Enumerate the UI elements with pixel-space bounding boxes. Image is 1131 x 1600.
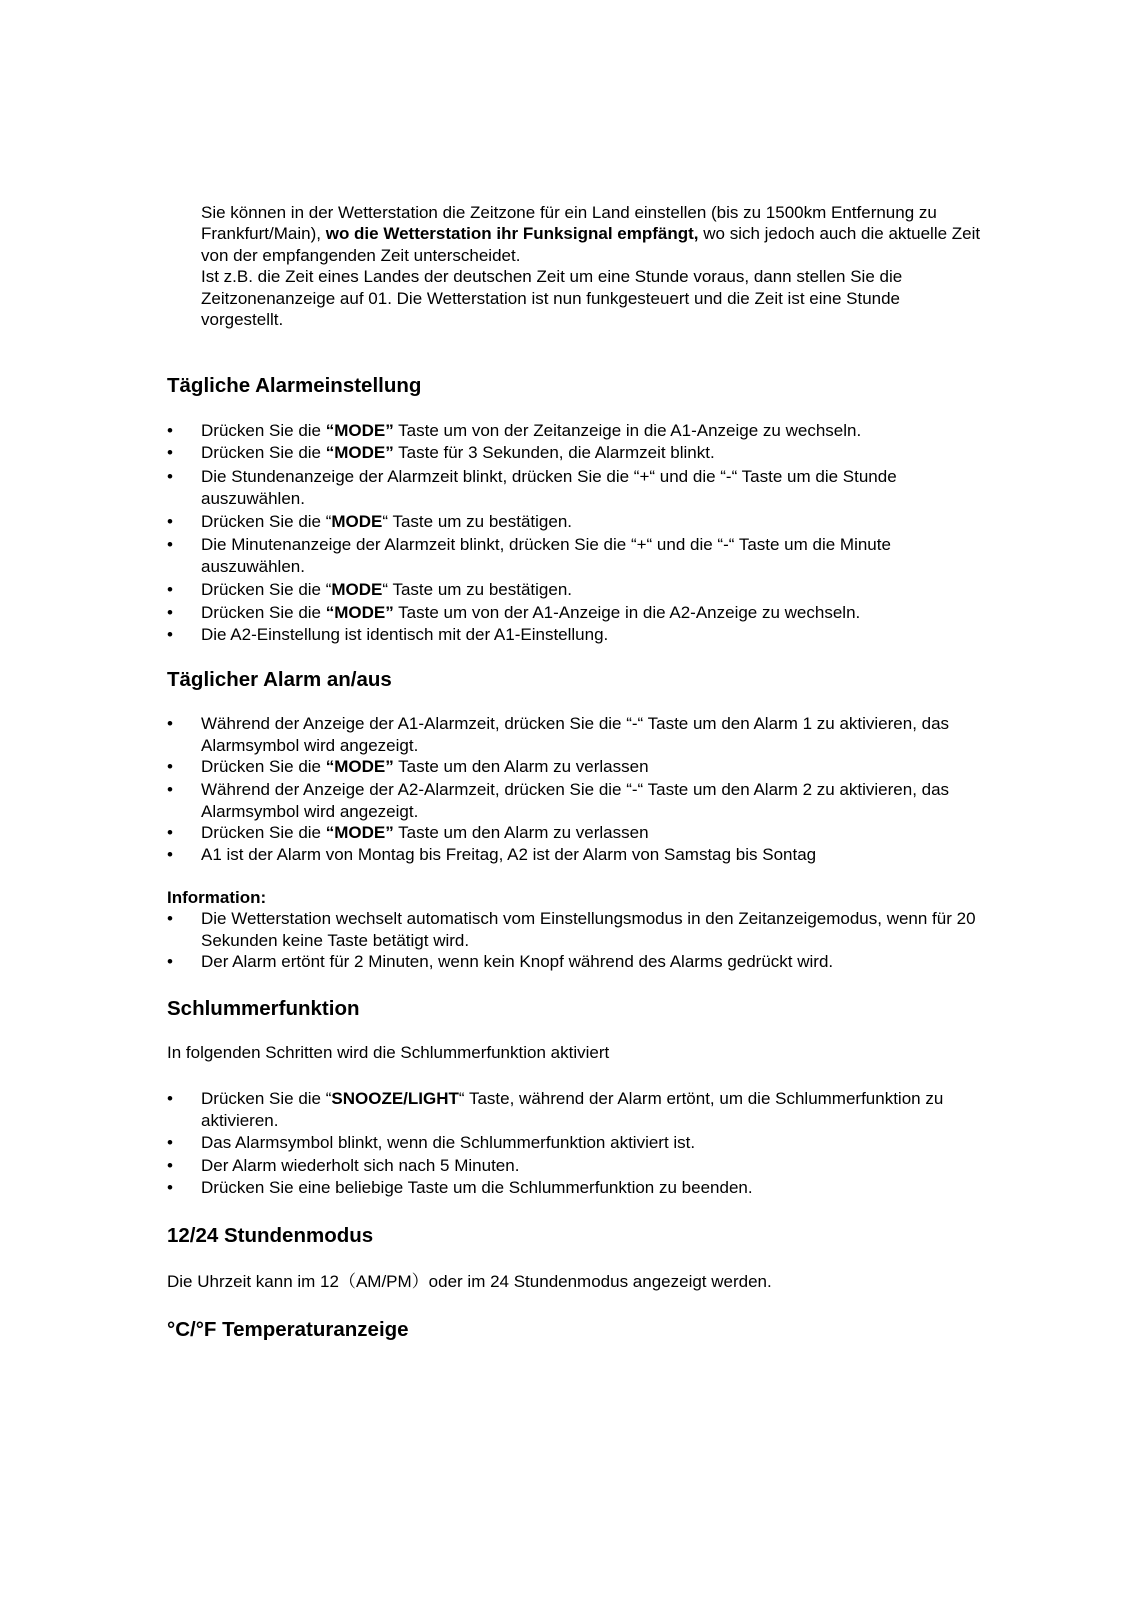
item-text: Taste für 3 Sekunden, die Alarmzeit blinkt. bbox=[393, 443, 715, 462]
hour-mode-text: Die Uhrzeit kann im 12（AM/PM）oder im 24 Stundenmodus angezeigt werden. bbox=[167, 1272, 772, 1291]
item-text: Drücken Sie die “ bbox=[201, 580, 332, 599]
bullet-icon: • bbox=[167, 443, 173, 462]
item-text: “ Taste um zu bestätigen. bbox=[382, 512, 573, 531]
item-bold: “MODE” bbox=[325, 421, 394, 440]
list-item bbox=[167, 466, 987, 510]
item-text: Der Alarm ertönt für 2 Minuten, wenn kein Knopf während des Alarms gedrückt wird. bbox=[201, 952, 834, 971]
bullet-icon: • bbox=[167, 625, 173, 644]
item-text: Die Stundenanzeige der Alarmzeit blinkt, drücken Sie die “+“ und die “-“ Taste um die Stunde auszuwählen. bbox=[201, 467, 897, 508]
list-item bbox=[167, 779, 987, 823]
list-item bbox=[167, 534, 987, 578]
item-text: Taste um den Alarm zu verlassen bbox=[393, 757, 649, 776]
item-bold: MODE bbox=[331, 580, 383, 599]
heading-hour-mode: 12/24 Stundenmodus bbox=[167, 1224, 374, 1247]
item-text: “ Taste um zu bestätigen. bbox=[382, 580, 573, 599]
item-text: Drücken Sie die bbox=[201, 757, 326, 776]
bullet-icon: • bbox=[167, 467, 173, 486]
bullet-icon: • bbox=[167, 512, 173, 531]
intro-text: Sie können in der Wetterstation die Zeitzone für ein Land einstellen (bis zu 1500km Entfernung zu Frankfurt/Main), bbox=[201, 203, 937, 244]
item-text: Taste um von der Zeitanzeige in die A1-Anzeige zu wechseln. bbox=[393, 421, 862, 440]
list-item bbox=[167, 756, 987, 778]
item-text: “ Taste, während der Alarm ertönt, um die Schlummerfunktion zu aktivieren. bbox=[201, 1089, 944, 1130]
intro-example-text: Ist z.B. die Zeit eines Landes der deutschen Zeit um eine Stunde voraus, dann stellen Sie die Zeitzonenanzeige auf 01. Die Wetterstation ist nun funkgesteuert und die Zeit ist eine Stunde vorgestellt. bbox=[201, 267, 903, 330]
bullet-icon: • bbox=[167, 1089, 173, 1108]
item-bold: “MODE” bbox=[325, 757, 394, 776]
heading-daily-alarm-onoff: Täglicher Alarm an/aus bbox=[167, 668, 392, 691]
item-text: Drücken Sie die “ bbox=[201, 1089, 332, 1108]
bullet-icon: • bbox=[167, 714, 173, 733]
bullet-icon: • bbox=[167, 757, 173, 776]
bullet-icon: • bbox=[167, 1133, 173, 1152]
heading-daily-alarm-setting: Tägliche Alarmeinstellung bbox=[167, 374, 422, 397]
list-item bbox=[167, 1177, 987, 1199]
bullet-icon: • bbox=[167, 1178, 173, 1197]
item-bold: “MODE” bbox=[325, 603, 394, 622]
item-text: Taste um den Alarm zu verlassen bbox=[393, 823, 649, 842]
item-bold: “MODE” bbox=[325, 443, 394, 462]
list-item bbox=[167, 602, 987, 624]
intro-text-tail: wo sich jedoch auch die aktuelle Zeit von der empfangenden Zeit unterscheidet. bbox=[201, 224, 981, 265]
bullet-icon: • bbox=[167, 909, 173, 928]
bullet-icon: • bbox=[167, 535, 173, 554]
item-text: Das Alarmsymbol blinkt, wenn die Schlummerfunktion aktiviert ist. bbox=[201, 1133, 696, 1152]
list-item bbox=[167, 844, 987, 866]
intro-bold-text: wo die Wetterstation ihr Funksignal empfängt, bbox=[325, 224, 699, 244]
item-text: Drücken Sie die bbox=[201, 603, 326, 622]
item-text: Drücken Sie die bbox=[201, 823, 326, 842]
intro-paragraph bbox=[201, 202, 981, 330]
list-item bbox=[167, 579, 987, 601]
list-item bbox=[167, 822, 987, 844]
bullet-icon: • bbox=[167, 845, 173, 864]
bullet-icon: • bbox=[167, 603, 173, 622]
heading-snooze: Schlummerfunktion bbox=[167, 997, 360, 1020]
item-text: Drücken Sie die bbox=[201, 421, 326, 440]
bullet-icon: • bbox=[167, 1156, 173, 1175]
heading-temperature: °C/°F Temperaturanzeige bbox=[167, 1318, 409, 1341]
bullet-icon: • bbox=[167, 780, 173, 799]
item-text: Während der Anzeige der A2-Alarmzeit, drücken Sie die “-“ Taste um den Alarm 2 zu aktivieren, das Alarmsymbol wird angezeigt. bbox=[201, 780, 950, 821]
item-text: A1 ist der Alarm von Montag bis Freitag, A2 ist der Alarm von Samstag bis Sontag bbox=[201, 845, 817, 864]
item-bold: SNOOZE/LIGHT bbox=[331, 1089, 459, 1108]
list-item bbox=[167, 420, 987, 442]
item-text: Während der Anzeige der A1-Alarmzeit, drücken Sie die “-“ Taste um den Alarm 1 zu aktivieren, das Alarmsymbol wird angezeigt. bbox=[201, 714, 950, 755]
bullet-icon: • bbox=[167, 823, 173, 842]
list-item bbox=[167, 1088, 987, 1132]
item-text: Drücken Sie eine beliebige Taste um die Schlummerfunktion zu beenden. bbox=[201, 1178, 753, 1197]
list-item bbox=[167, 1132, 987, 1154]
item-bold: “MODE” bbox=[325, 823, 394, 842]
list-item bbox=[167, 908, 987, 952]
information-label: Information: bbox=[167, 888, 267, 907]
list-item bbox=[167, 511, 987, 533]
item-text: Drücken Sie die bbox=[201, 443, 326, 462]
bullet-icon: • bbox=[167, 952, 173, 971]
list-item bbox=[167, 624, 987, 646]
bullet-icon: • bbox=[167, 421, 173, 440]
item-text: Taste um von der A1-Anzeige in die A2-Anzeige zu wechseln. bbox=[393, 603, 861, 622]
item-bold: MODE bbox=[331, 512, 383, 531]
bullet-icon: • bbox=[167, 580, 173, 599]
list-item bbox=[167, 713, 987, 757]
item-text: Drücken Sie die “ bbox=[201, 512, 332, 531]
list-item bbox=[167, 442, 987, 464]
item-text: Der Alarm wiederholt sich nach 5 Minuten. bbox=[201, 1156, 520, 1175]
item-text: Die Wetterstation wechselt automatisch vom Einstellungsmodus in den Zeitanzeigemodus, wenn für 20 Sekunden keine Taste betätigt wird. bbox=[201, 909, 976, 950]
item-text: Die Minutenanzeige der Alarmzeit blinkt, drücken Sie die “+“ und die “-“ Taste um die Minute auszuwählen. bbox=[201, 535, 891, 576]
list-item bbox=[167, 951, 987, 973]
list-item bbox=[167, 1155, 987, 1177]
snooze-intro: In folgenden Schritten wird die Schlummerfunktion aktiviert bbox=[167, 1043, 610, 1062]
item-text: Die A2-Einstellung ist identisch mit der A1-Einstellung. bbox=[201, 625, 609, 644]
